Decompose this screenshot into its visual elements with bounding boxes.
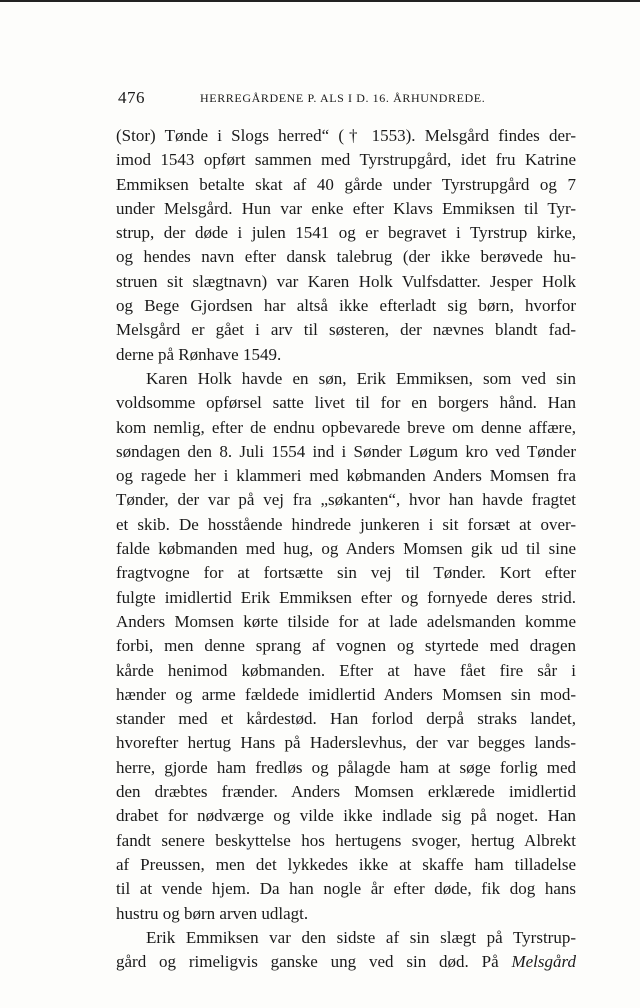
text-line-final-roman: gård og rimeligvis ganske ung ved sin død. På xyxy=(116,952,512,972)
text-line: kom nemlig, efter de endnu opbevarede breve om denne affære, xyxy=(116,417,576,437)
text-line: voldsomme opførsel satte livet til for en borgers hånd. Han xyxy=(116,393,576,413)
text-line: kårde henimod købmanden. Efter at have fået fire sår i xyxy=(116,660,576,680)
text-line: stander med et kårdestød. Han forlod derpå straks landet, xyxy=(116,709,576,729)
text-line-final xyxy=(116,950,576,974)
text-line: derne på Rønhave 1549. xyxy=(116,344,282,364)
text-line: drabet for nødværge og vilde ikke indlade sig på noget. Han xyxy=(116,806,576,826)
text-line: Melsgård er gået i arv til søsteren, der nævnes blandt fad- xyxy=(116,320,576,340)
text-line: under Melsgård. Hun var enke efter Klavs Emmiksen til Tyr- xyxy=(116,198,576,218)
text-line: herre, gjorde ham fredløs og pålagde ham at søge forlig med xyxy=(116,757,576,777)
text-line: fandt senere beskyttelse hos hertugens svoger, hertug Albrekt xyxy=(116,830,576,850)
text-line: (Stor) Tønde i Slogs herred“ († 1553). Melsgård findes der- xyxy=(116,126,576,145)
text-line: Tønder, der var på vej fra „søkanten“, hvor han havde fragtet xyxy=(116,490,576,510)
page-number: 476 xyxy=(118,88,145,107)
text-line: fulgte imidlertid Erik Emmiksen efter og fornyede deres strid. xyxy=(116,587,576,607)
page-header xyxy=(118,88,578,110)
text-line: Emmiksen betalte skat af 40 gårde under Tyrstrupgård og 7 xyxy=(116,174,576,194)
text-line: hvorefter hertug Hans på Haderslevhus, der var begges lands- xyxy=(116,733,576,753)
text-line: strup, der døde i julen 1541 og er begravet i Tyrstrup kirke, xyxy=(116,223,576,243)
top-border-rule xyxy=(0,0,640,2)
text-line: Karen Holk havde en søn, Erik Emmiksen, som ved sin xyxy=(146,368,576,388)
text-line: og Bege Gjordsen har altså ikke efterladt sig børn, hvorfor xyxy=(116,296,576,316)
text-line: et skib. De hosstående hindrede junkeren i sit forsæt at over- xyxy=(116,514,576,534)
text-line: den dræbtes frænder. Anders Momsen erklærede imidlertid xyxy=(116,782,576,802)
text-line: Anders Momsen kørte tilside for at lade adelsmanden komme xyxy=(116,611,576,631)
text-line: imod 1543 opført sammen med Tyrstrupgård, idet fru Katrine xyxy=(116,150,576,170)
text-line: og ragede her i klammeri med købmanden Anders Momsen fra xyxy=(116,466,576,486)
text-line: søndagen den 8. Juli 1554 ind i Sønder Løgum kro ved Tønder xyxy=(116,441,576,461)
text-line: struen sit slægtnavn) var Karen Holk Vulfsdatter. Jesper Holk xyxy=(116,271,576,291)
text-line: forbi, men denne sprang af vognen og styrtede med dragen xyxy=(116,636,576,656)
text-line: af Preussen, men det lykkedes ikke at skaffe ham tilladelse xyxy=(116,854,576,874)
text-line: hustru og børn arven udlagt. xyxy=(116,903,309,923)
running-head: HERREGÅRDENE P. ALS I D. 16. ÅRHUNDREDE. xyxy=(200,91,486,105)
body-text xyxy=(116,124,576,974)
text-line: til at vende hjem. Da han nogle år efter døde, fik dog hans xyxy=(116,879,576,899)
text-line: og hendes navn efter dansk talebrug (der ikke berøvede hu- xyxy=(116,247,576,267)
text-line: falde købmanden med hug, og Anders Momsen gik ud til sine xyxy=(116,539,576,559)
text-line: Erik Emmiksen var den sidste af sin slægt på Tyrstrup- xyxy=(146,927,576,947)
text-line: fragtvogne for at fortsætte sin vej til Tønder. Kort efter xyxy=(116,563,576,583)
italic-word: Melsgård xyxy=(511,952,576,972)
text-line: hænder og arme fældede imidlertid Anders Momsen sin mod- xyxy=(116,684,576,704)
